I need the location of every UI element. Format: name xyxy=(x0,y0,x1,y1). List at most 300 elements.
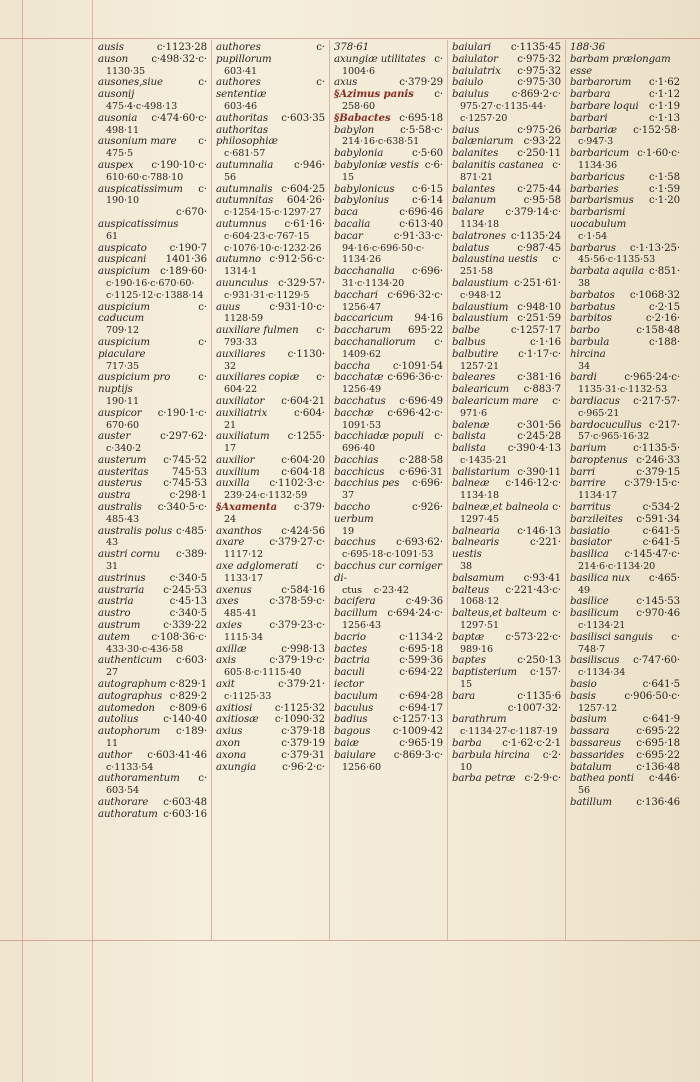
entry-continuation: 11 xyxy=(106,738,119,750)
entry-reference: c· xyxy=(198,336,207,348)
entry-continuation: 1115·34 xyxy=(224,631,263,643)
entry-continuation: c·1125·33 xyxy=(224,690,272,702)
entry-reference: c·1·62·c·2·1 xyxy=(502,738,561,750)
index-entry xyxy=(570,573,680,597)
index-entry xyxy=(98,207,207,242)
entry-term: ausonium mare xyxy=(98,136,177,148)
index-entry xyxy=(216,254,325,278)
entry-term: balearicum xyxy=(452,384,510,396)
entry-reference: c· xyxy=(198,301,207,313)
entry-term: badius xyxy=(334,714,368,726)
index-entry xyxy=(98,655,207,679)
entry-reference: c·251·59 xyxy=(517,313,561,325)
index-entry xyxy=(98,302,207,337)
entry-continuation: c·190·16·c·670·60· xyxy=(106,277,195,289)
index-entry xyxy=(570,443,680,455)
index-entry xyxy=(570,773,680,797)
entry-term: balneæ,et balneola xyxy=(452,502,549,514)
entry-reference: c·747·60· xyxy=(633,655,680,667)
entry-continuation: 1117·12 xyxy=(224,549,263,561)
entry-term: baculi iector xyxy=(334,667,368,691)
index-entry xyxy=(334,431,443,455)
entry-reference: c·61·16· xyxy=(284,218,325,230)
entry-reference: c·485· xyxy=(175,525,207,537)
entry-continuation: 605·8·c·1115·40 xyxy=(224,667,302,679)
index-entry xyxy=(452,254,561,278)
entry-term: barbaries xyxy=(570,183,619,195)
index-entry xyxy=(216,302,325,326)
index-entry xyxy=(570,632,680,656)
entry-reference: c· xyxy=(671,631,680,643)
entry-term: barbo xyxy=(570,325,600,337)
entry-term: barbara xyxy=(570,89,611,101)
entry-term: basis xyxy=(570,690,596,702)
index-entry xyxy=(570,714,680,726)
index-entry xyxy=(452,467,561,479)
entry-reference: c·45·13 xyxy=(169,596,207,608)
entry-term: baptisterium xyxy=(452,667,517,679)
entry-reference: c·217· xyxy=(648,419,680,431)
index-entry xyxy=(452,773,561,785)
entry-reference: c·604· xyxy=(293,407,325,419)
entry-reference: c·604·18 xyxy=(281,466,325,478)
entry-term: batillum xyxy=(570,797,612,808)
index-entry xyxy=(98,549,207,573)
entry-reference: c·379·23·c· xyxy=(269,620,325,632)
index-entry xyxy=(452,184,561,196)
entry-term: 188·36 xyxy=(570,42,606,53)
entry-continuation: 251·58 xyxy=(460,266,493,278)
entry-continuation: 485·43 xyxy=(106,513,139,525)
index-entry xyxy=(216,620,325,644)
index-entry xyxy=(452,703,561,738)
entry-reference: c·136·46 xyxy=(636,797,680,808)
entry-term: auxiliares xyxy=(216,348,266,360)
entry-term: baca xyxy=(334,207,358,219)
index-entry xyxy=(452,396,561,420)
entry-reference: c·987·45 xyxy=(517,242,561,254)
entry-term: barbarismi uocabulum xyxy=(570,207,629,230)
entry-term: auxilior xyxy=(216,454,255,466)
entry-continuation: 239·24·c·1132·59 xyxy=(224,490,308,502)
entry-term: balbutire xyxy=(452,348,499,360)
entry-reference: c·390·4·13 xyxy=(507,443,561,455)
index-entry xyxy=(98,478,207,490)
entry-continuation: 717·35 xyxy=(106,360,139,372)
entry-reference: c·829·1 xyxy=(169,679,207,691)
entry-term: australis polus xyxy=(98,525,173,537)
entry-continuation: 1257·12 xyxy=(578,702,617,714)
entry-reference: c·912·56·c· xyxy=(269,254,325,266)
index-entry xyxy=(98,290,207,302)
index-entry xyxy=(570,243,680,267)
entry-term: bacillum xyxy=(334,608,378,620)
entry-reference: c·1135·5· xyxy=(633,443,680,455)
entry-continuation: 1409·62 xyxy=(342,348,381,360)
entry-continuation: 475·4·c·498·13 xyxy=(106,100,178,112)
entry-term: basiator xyxy=(570,537,612,549)
entry-reference: c·926· xyxy=(411,502,443,514)
entry-reference: c·275·44 xyxy=(517,183,561,195)
entry-reference: c·381·16 xyxy=(517,372,561,384)
entry-continuation: 433·30·c·436·58 xyxy=(106,643,184,655)
entry-term: basilice xyxy=(570,596,609,608)
index-entry xyxy=(570,762,680,774)
entry-reference: c·474·60·c· xyxy=(151,112,207,124)
index-entry xyxy=(216,396,325,408)
entry-reference: c·1·13·25· xyxy=(629,242,680,254)
entry-continuation: 696·40 xyxy=(342,443,375,455)
entry-reference: c·694·28 xyxy=(399,690,443,702)
entry-reference: c·2·15 xyxy=(648,301,680,313)
index-entry xyxy=(570,537,680,549)
entry-reference: c·1·59 xyxy=(648,183,680,195)
entry-term: balanum xyxy=(452,195,497,207)
index-entry xyxy=(216,195,325,219)
entry-term: auxilium xyxy=(216,466,260,478)
index-entry xyxy=(452,750,561,774)
entry-continuation: ctus c·23·42 xyxy=(342,584,409,596)
index-entry xyxy=(570,396,680,420)
index-entry xyxy=(452,573,561,585)
entry-continuation: 1135·31·c·1132·53 xyxy=(578,384,668,396)
index-entry xyxy=(334,502,443,537)
index-entry xyxy=(334,750,443,774)
entry-term: bara xyxy=(452,690,476,702)
entry-continuation: c·695·18·c·1091·53 xyxy=(342,549,434,561)
entry-term: baroptenus xyxy=(570,454,628,466)
entry-term: balaustina uestis xyxy=(452,254,538,266)
index-entry xyxy=(98,502,207,526)
entry-term: austerus xyxy=(98,478,142,490)
entry-reference: c·948·10 xyxy=(517,301,561,313)
index-entry xyxy=(570,596,680,608)
index-entry xyxy=(98,714,207,726)
entry-reference: c·340·5·c· xyxy=(157,502,207,514)
entry-reference: c· xyxy=(552,608,561,620)
index-entry xyxy=(452,502,561,526)
entry-term: balatus xyxy=(452,242,490,254)
index-entry xyxy=(452,526,561,538)
index-entry xyxy=(98,726,207,750)
entry-reference: c·613·40 xyxy=(399,218,443,230)
entry-continuation: 1134·18 xyxy=(460,218,499,230)
entry-term: baptæ xyxy=(452,631,485,643)
index-entry xyxy=(98,620,207,632)
entry-reference: c· xyxy=(552,159,561,171)
entry-continuation: 10 xyxy=(460,761,473,773)
entry-continuation: 793·33 xyxy=(224,336,257,348)
index-entry xyxy=(570,125,680,149)
entry-reference: 745·53 xyxy=(171,466,207,478)
index-entry xyxy=(98,608,207,620)
index-entry xyxy=(98,54,207,78)
entry-term: auxiliare fulmen xyxy=(216,325,299,337)
entry-continuation: 1314·1 xyxy=(224,266,257,278)
index-entry xyxy=(216,537,325,561)
entry-continuation: 31 xyxy=(106,561,119,573)
entry-term: balaustium xyxy=(452,313,509,325)
entry-reference: c·340·5 xyxy=(169,572,207,584)
index-entry xyxy=(452,243,561,255)
index-entry xyxy=(570,726,680,738)
index-entry xyxy=(98,337,207,372)
entry-term: axungiæ utilitates xyxy=(334,53,426,65)
entry-reference: c·1102·3·c· xyxy=(269,478,325,490)
entry-reference: c·379·19·c· xyxy=(269,655,325,667)
entry-term: bardocucullus xyxy=(570,419,642,431)
entry-term: balsamum xyxy=(452,572,505,584)
entry-reference: c· xyxy=(552,502,561,514)
entry-term: axungia xyxy=(216,761,257,773)
entry-reference: c· xyxy=(434,89,443,101)
index-entry xyxy=(98,160,207,184)
index-entry xyxy=(334,148,443,160)
entry-reference: c·379·21· xyxy=(278,679,325,691)
entry-term: barbaricus xyxy=(570,171,625,183)
index-entry xyxy=(334,325,443,337)
entry-term: barathrum xyxy=(452,714,507,726)
entry-term: barri xyxy=(570,466,596,478)
index-entry xyxy=(452,231,561,243)
entry-reference: c·446· xyxy=(648,773,680,785)
index-entry xyxy=(216,526,325,538)
index-entry xyxy=(452,125,561,137)
index-entry xyxy=(216,431,325,455)
index-entry xyxy=(570,101,680,113)
entry-reference: c·250·13 xyxy=(517,655,561,667)
index-entry xyxy=(570,514,680,526)
index-entry xyxy=(334,42,443,54)
index-entry xyxy=(334,313,443,325)
index-entry xyxy=(334,396,443,408)
index-entry xyxy=(570,750,680,762)
entry-term: bacifera xyxy=(334,596,376,608)
entry-reference: c·1·19 xyxy=(648,100,680,112)
index-entry xyxy=(334,691,443,703)
entry-term: autumnalis xyxy=(216,183,273,195)
index-entry xyxy=(334,290,443,314)
entry-term: baccho uerbum xyxy=(334,502,374,525)
entry-continuation: c·604·23·c·767·15 xyxy=(224,230,310,242)
entry-reference: c·379·29 xyxy=(399,77,443,89)
entry-term: autumnitas xyxy=(216,195,274,207)
entry-reference: c·869·2·c· xyxy=(511,89,561,101)
entry-term: austerum xyxy=(98,454,147,466)
index-entry xyxy=(216,561,325,585)
entry-reference: c·696· xyxy=(411,478,443,490)
index-entry xyxy=(570,54,680,78)
entry-term: balaustium xyxy=(452,277,509,289)
entry-reference: c·251·61· xyxy=(514,277,561,289)
index-entry xyxy=(216,679,325,703)
index-entry xyxy=(334,254,443,266)
entry-term: basio xyxy=(570,679,597,691)
entry-reference: c·1007·32· xyxy=(507,702,561,714)
index-entry xyxy=(570,42,680,54)
entry-term: autolius xyxy=(98,714,139,726)
entry-term: austri cornu xyxy=(98,549,160,561)
entry-continuation: 258·60 xyxy=(342,100,375,112)
entry-continuation: 1068·12 xyxy=(460,596,499,608)
entry-term: axona xyxy=(216,749,247,761)
entry-term: bacchanalia xyxy=(334,266,395,278)
index-entry xyxy=(452,325,561,337)
index-columns xyxy=(94,40,694,940)
index-entry xyxy=(452,585,561,609)
entry-continuation: 1256·43 xyxy=(342,620,381,632)
entry-reference: c·745·52 xyxy=(163,454,207,466)
entry-term: authores sententiæ xyxy=(216,77,267,101)
entry-reference: c·965·24·c· xyxy=(624,372,680,384)
index-entry xyxy=(570,738,680,750)
entry-term: autumnus xyxy=(216,218,267,230)
entry-continuation: 1257·21 xyxy=(460,360,499,372)
index-entry xyxy=(216,372,325,396)
entry-reference: c·573·22·c· xyxy=(505,631,561,643)
index-entry xyxy=(334,231,443,255)
index-entry xyxy=(98,372,207,407)
index-entry xyxy=(452,337,561,349)
entry-reference: c·869·3·c· xyxy=(393,749,443,761)
index-entry xyxy=(216,655,325,679)
entry-continuation: c·1076·10·c·1232·26 xyxy=(224,242,322,254)
entry-reference: c· xyxy=(198,372,207,384)
index-entry xyxy=(570,478,680,502)
entry-term: basilisci sanguis xyxy=(570,631,653,643)
entry-term: balbus xyxy=(452,336,486,348)
entry-reference: c·998·13 xyxy=(281,643,325,655)
index-entry xyxy=(570,679,680,691)
entry-reference: c·301·56 xyxy=(517,419,561,431)
index-entry xyxy=(334,455,443,467)
index-entry xyxy=(98,266,207,290)
entry-term: auspicani xyxy=(98,254,147,266)
entry-term: auspicium pro nuptijs xyxy=(98,372,174,396)
index-entry xyxy=(452,478,561,502)
entry-continuation: 1297·51 xyxy=(460,620,499,632)
entry-reference: c·603·35 xyxy=(281,112,325,124)
index-entry xyxy=(216,478,325,502)
index-entry xyxy=(98,773,207,797)
entry-term: autem xyxy=(98,631,130,643)
entry-reference: c·146·13 xyxy=(517,525,561,537)
entry-term: bacchus cur corniger di- xyxy=(334,561,446,584)
index-entry xyxy=(452,431,561,443)
entry-term: barba petræ xyxy=(452,773,516,785)
entry-term: ausis xyxy=(98,42,124,53)
index-entry xyxy=(216,160,325,184)
entry-continuation: 32 xyxy=(224,360,237,372)
entry-term: axitiosi xyxy=(216,702,253,714)
index-column-4 xyxy=(448,40,566,940)
entry-reference: c·188· xyxy=(648,336,680,348)
index-entry xyxy=(570,77,680,89)
entry-term: axe adglomerati xyxy=(216,561,299,573)
index-entry xyxy=(452,89,561,113)
entry-continuation: 975·27·c·1135·44· xyxy=(460,100,547,112)
entry-reference: c·6·15 xyxy=(411,183,443,195)
entry-term: baleares xyxy=(452,372,496,384)
entry-term: baiulare xyxy=(334,749,376,761)
entry-term: barbare loqui xyxy=(570,100,639,112)
entry-term: balantes xyxy=(452,183,496,195)
entry-term: austrinus xyxy=(98,572,146,584)
index-entry xyxy=(98,42,207,54)
entry-reference: c·591·34 xyxy=(636,513,680,525)
entry-term: bagous xyxy=(334,726,371,738)
index-entry xyxy=(334,54,443,78)
entry-reference: 604·26· xyxy=(286,195,325,207)
index-entry xyxy=(570,184,680,196)
index-entry xyxy=(570,467,680,479)
index-entry xyxy=(570,455,680,467)
entry-continuation: c·1133·54 xyxy=(106,761,154,773)
entry-continuation: 610·60·c·788·10 xyxy=(106,171,184,183)
entry-term: balnearis uestis xyxy=(452,537,503,561)
entry-term: auspicatissimum xyxy=(98,183,183,195)
index-entry xyxy=(452,537,561,572)
left-margin-rule xyxy=(22,0,23,1082)
index-entry xyxy=(334,219,443,231)
entry-term: baculus xyxy=(334,702,374,714)
entry-reference: c·694·22 xyxy=(399,667,443,679)
entry-term: axis xyxy=(216,655,236,667)
entry-reference: c·693·62· xyxy=(396,537,443,549)
entry-reference: c·329·57· xyxy=(278,277,325,289)
entry-reference: c·91·33·c· xyxy=(393,230,443,242)
index-entry xyxy=(452,738,561,750)
index-entry xyxy=(452,113,561,125)
entry-term: §Babactes xyxy=(334,111,391,124)
entry-term: auson xyxy=(98,53,129,65)
entry-reference: c·604·20 xyxy=(281,454,325,466)
entry-term: auspicium caducum xyxy=(98,301,154,325)
entry-continuation: 34 xyxy=(578,360,591,372)
entry-term: barritus xyxy=(570,502,611,514)
entry-term: auspicium piaculare xyxy=(98,336,154,360)
entry-term: bassareus xyxy=(570,738,621,750)
entry-term: autumno xyxy=(216,254,261,266)
entry-reference: c·1135·45 xyxy=(510,42,561,53)
entry-term: autographum xyxy=(98,679,167,691)
entry-reference: c·1134·2 xyxy=(399,631,443,643)
entry-continuation: 15 xyxy=(460,679,473,691)
entry-continuation: 1130·35 xyxy=(106,65,145,77)
index-column-2 xyxy=(212,40,330,940)
entry-term: basiliscus xyxy=(570,655,620,667)
index-entry xyxy=(98,431,207,455)
index-entry xyxy=(334,608,443,632)
entry-continuation: 38 xyxy=(460,561,473,573)
entry-term: balistarium xyxy=(452,466,510,478)
entry-reference: c·809·6 xyxy=(169,702,207,714)
index-column-5 xyxy=(566,40,684,940)
entry-reference: c·378·59·c· xyxy=(269,596,325,608)
entry-reference: c·5·58·c· xyxy=(400,124,443,136)
entry-reference: c·1·60·c· xyxy=(637,148,680,160)
entry-reference: c·1·20 xyxy=(648,195,680,207)
entry-reference: c·695·18 xyxy=(636,738,680,750)
index-entry xyxy=(98,113,207,137)
index-entry xyxy=(334,596,443,608)
entry-reference: c·145·47·c· xyxy=(624,549,680,561)
entry-term: bacchatus xyxy=(334,395,386,407)
index-entry xyxy=(570,113,680,125)
entry-continuation: c·340·2 xyxy=(106,443,142,455)
entry-continuation: 45·56·c·1135·53 xyxy=(578,254,656,266)
entry-term: 378·61 xyxy=(334,42,370,53)
